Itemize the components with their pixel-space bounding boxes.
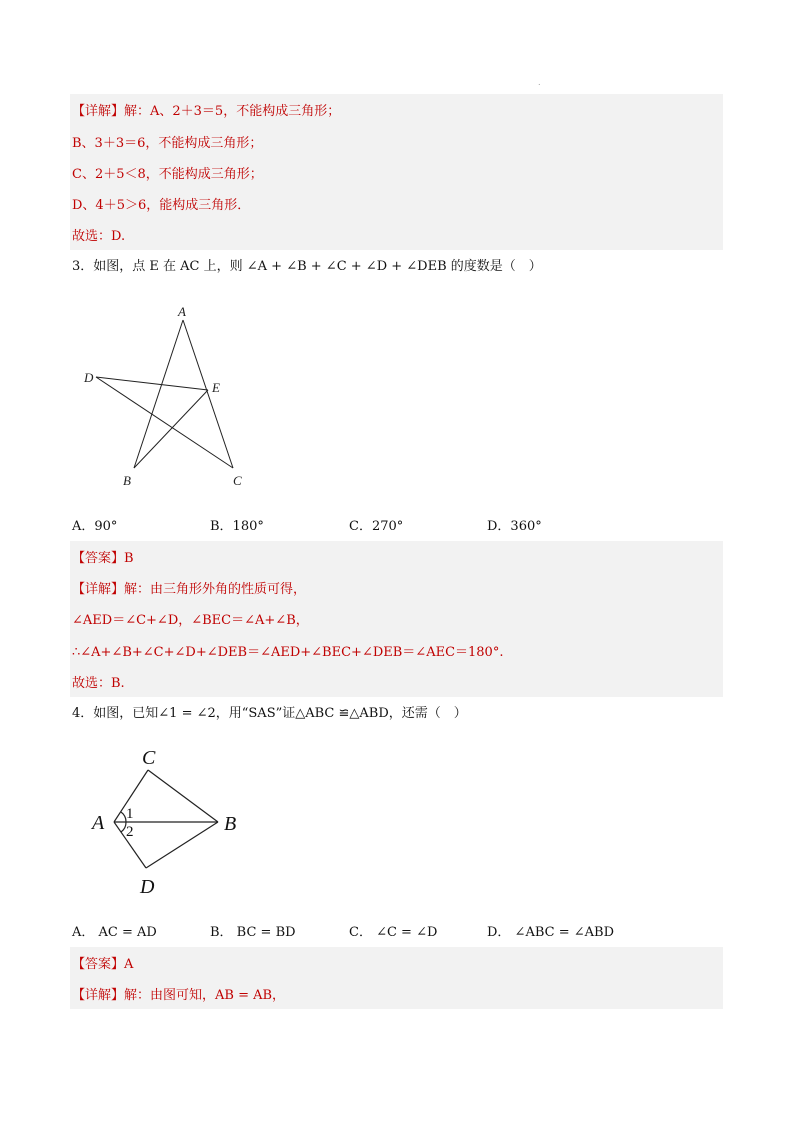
q3-label-c: C (233, 473, 242, 488)
q3-option-b: B．180° (210, 519, 264, 534)
q4-segment-cb (148, 770, 218, 822)
q3-explain-line-1: 【详解】解：由三角形外角的性质可得， (72, 582, 307, 597)
q3-segment-ac (183, 320, 233, 468)
q3-label-e: E (212, 380, 220, 395)
q4-stem: 4．如图，已知∠1 = ∠2，用“SAS”证△ABC ≌△ABD，还需（ ） (72, 706, 467, 721)
q3-option-c: C．270° (349, 519, 404, 534)
q4-option-a: A． AC = AD (72, 925, 157, 940)
q2-explain-line-1: 【详解】解：A、2＋3＝5，不能构成三角形； (72, 104, 341, 119)
q4-answer: 【答案】A (72, 957, 134, 972)
q3-option-a: A．90° (72, 519, 118, 534)
q4-label-2: 2 (126, 824, 134, 840)
q2-explain-line-3: C、2＋5＜8，不能构成三角形； (72, 167, 263, 182)
q3-label-b: B (123, 473, 131, 488)
q4-label-a: A (92, 812, 105, 834)
header-mark: . (538, 78, 541, 87)
q3-segment-ab (134, 320, 183, 468)
q3-label-a: A (178, 304, 186, 319)
q3-stem: 3．如图，点 E 在 AC 上，则 ∠A + ∠B + ∠C + ∠D + ∠DEB 的度数是（ ） (72, 259, 542, 274)
q4-option-c: C． ∠C = ∠D (349, 925, 438, 940)
q3-option-d: D．360° (487, 519, 542, 534)
q4-label-1: 1 (126, 806, 134, 822)
q3-explain-line-3: ∴∠A+∠B+∠C+∠D+∠DEB＝∠AED+∠BEC+∠DEB＝∠AEC＝180°. (72, 645, 504, 660)
q2-explain-line-5: 故选：D. (72, 229, 126, 244)
q4-option-b: B． BC = BD (210, 925, 296, 940)
q4-label-c: C (142, 747, 156, 769)
q3-explain-line-4: 故选：B. (72, 676, 125, 691)
q4-option-d: D． ∠ABC = ∠ABD (487, 925, 614, 940)
q4-segment-db (146, 822, 218, 868)
q2-explain-line-4: D、4＋5＞6，能构成三角形． (72, 198, 251, 213)
q3-answer: 【答案】B (72, 551, 134, 566)
q3-segment-eb (134, 390, 208, 468)
q3-figure (78, 298, 258, 498)
q4-explain-line-1: 【详解】解：由图可知，AB = AB， (72, 988, 286, 1003)
q4-figure (86, 740, 286, 900)
q3-label-d: D (84, 370, 94, 385)
q4-label-b: B (224, 813, 237, 835)
q3-explain-line-2: ∠AED＝∠C+∠D，∠BEC＝∠A+∠B， (72, 613, 309, 628)
q2-explain-line-2: B、3＋3＝6，不能构成三角形； (72, 136, 263, 151)
q4-label-d: D (140, 876, 155, 898)
